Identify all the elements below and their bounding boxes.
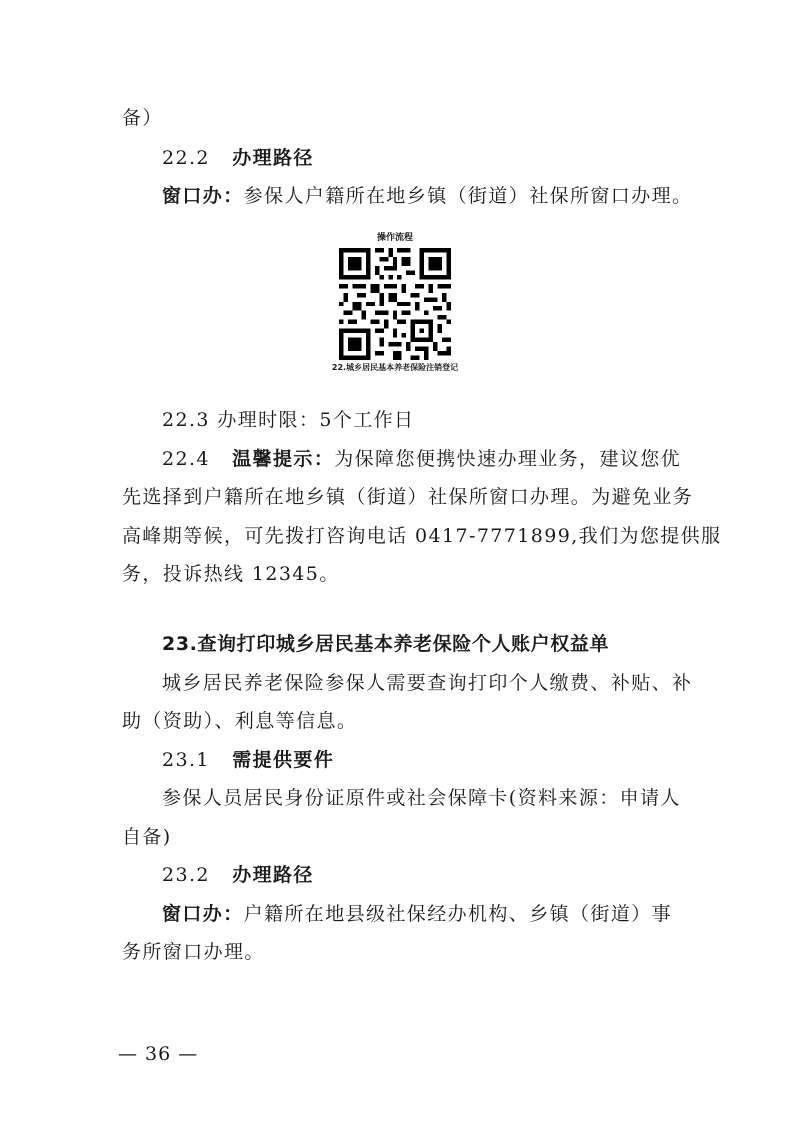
section-23-2-line1 [162,902,672,926]
section-22-4-line3: 高峰期等候，可先拨打咨询电话 0417-7771899,我们为您提供服 [122,525,722,547]
section-23-2-heading [162,863,314,887]
section-22-2-heading [162,146,314,170]
section-number: 23.2 [162,864,210,886]
section-title: 办理路径 [232,864,314,886]
window-label: 窗口办： [162,903,244,925]
section-number: 23.1 [162,749,210,771]
section-title: 办理路径 [232,147,314,169]
section-23-para-line1: 城乡居民养老保险参保人需要查询打印个人缴费、补贴、补 [162,672,693,694]
section-title: 需提供要件 [232,749,335,771]
section-22-4-line2: 先选择到户籍所在地乡镇（街道）社保所窗口办理。为避免业务 [122,486,694,508]
tip-text: 为保障您便携快速办理业务，建议您优 [334,448,682,470]
section-23-2-line2: 务所窗口办理。 [122,941,265,963]
section-22-2-text [162,184,692,208]
window-text: 参保人户籍所在地乡镇（街道）社保所窗口办理。 [243,185,693,207]
section-22-3: 22.3 办理时限：5个工作日 [162,409,415,431]
qr-caption: 22.城乡居民基本养老保险注销登记 [331,363,459,372]
section-22-4-line1 [162,447,681,471]
section-23-1-heading [162,748,334,772]
section-23-heading: 23.查询打印城乡居民基本养老保险个人账户权益单 [162,633,610,655]
qr-title: 操作流程 [376,233,413,243]
section-23-para-line2: 助（资助）、利息等信息。 [122,710,358,732]
continued-text: 备） [122,107,163,129]
tip-label: 温馨提示： [232,448,335,470]
section-23-1-line1: 参保人员居民身份证原件或社会保障卡(资料来源：申请人 [162,787,681,809]
window-label: 窗口办： [162,185,244,207]
qr-code-block [310,232,480,374]
section-number: 22.4 [162,448,210,470]
section-23-1-line2: 自备) [122,826,172,848]
window-text: 户籍所在地县级社保经办机构、乡镇（街道）事 [243,903,673,925]
qr-code-image [339,248,451,360]
section-number: 22.2 [162,147,210,169]
page-number: — 36 — [118,1043,199,1065]
section-22-4-line4: 务，投诉热线 12345。 [122,563,340,585]
